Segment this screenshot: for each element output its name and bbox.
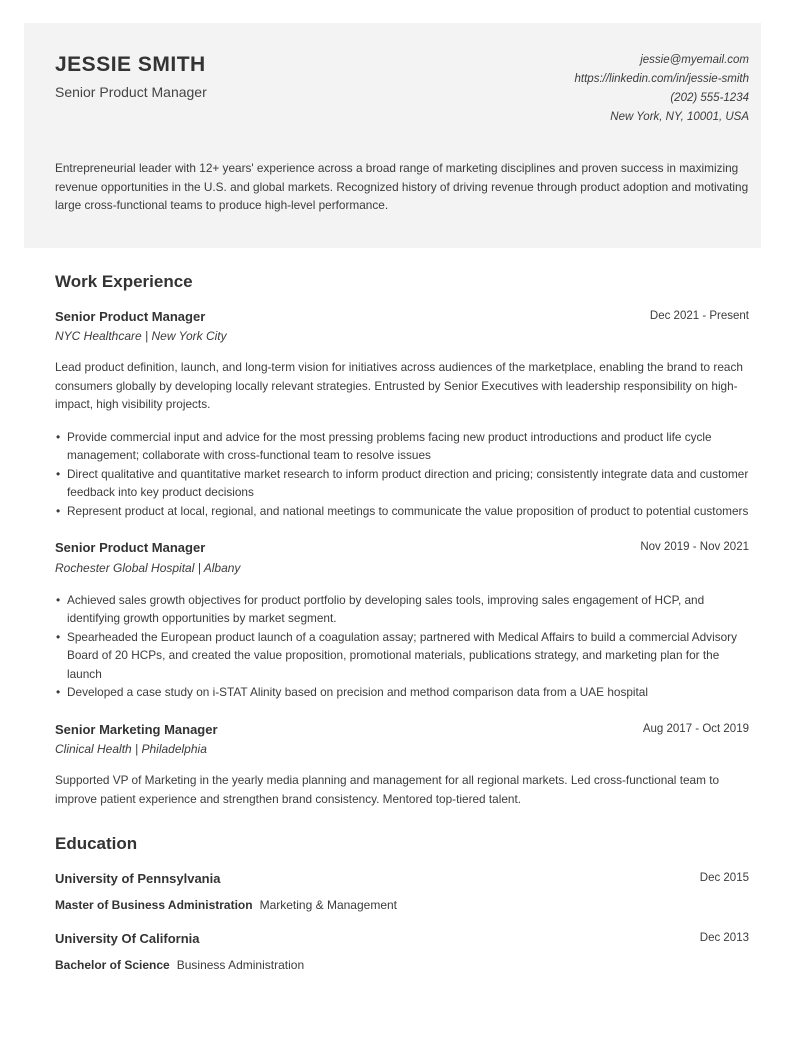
job-title-company xyxy=(55,722,218,757)
header-top-row xyxy=(55,53,749,127)
work-experience-section xyxy=(55,272,749,809)
contact-info xyxy=(575,51,749,127)
job-entry-2 xyxy=(55,540,749,702)
person-job-title: Senior Product Manager xyxy=(55,84,207,101)
degree-line xyxy=(55,898,749,912)
job-entry-3 xyxy=(55,722,749,809)
job-title: Senior Marketing Manager xyxy=(55,721,218,737)
job-entry-header xyxy=(55,722,749,757)
job-entry-1 xyxy=(55,309,749,521)
school-name: University Of California xyxy=(55,931,200,947)
job-bullet: • Developed a case study on i-STAT Alinity based on precision and method comparison data from a UAE hospital xyxy=(55,683,749,702)
professional-summary: Entrepreneurial leader with 12+ years' experience across a broad range of marketing disciplines and proven success in maximizing revenue opportunities in the U.S. and global markets. Recognized history of driving revenue through product adoption and motivating large cross-functional teams to produce high-level performance. xyxy=(55,161,749,212)
job-title-company xyxy=(55,309,227,344)
resume-body xyxy=(55,272,749,973)
resume-page xyxy=(0,23,785,1058)
job-bullet: • Spearheaded the European product launch of a coagulation assay; partnered with Medical Affairs to build a commercial Advisory Board of 20 HCPs, and created the value proposition, promotional materials, publications strategy, and marketing plan for the launch xyxy=(55,628,749,684)
job-entry-header xyxy=(55,309,749,344)
section-title-work-experience: Work Experience xyxy=(55,271,193,291)
job-dates: Aug 2017 - Oct 2019 xyxy=(642,722,749,735)
job-bullet: • Achieved sales growth objectives for product portfolio by developing sales tools, improving sales engagement of HCP, and identifying growth opportunities by market segment. xyxy=(55,591,749,628)
degree-line xyxy=(55,958,749,972)
degree-name: Master of Business Administration xyxy=(55,898,253,913)
degree-name: Bachelor of Science xyxy=(55,958,170,973)
job-company: NYC Healthcare | New York City xyxy=(55,329,227,344)
job-company: Clinical Health | Philadelphia xyxy=(55,742,207,757)
job-title: Senior Product Manager xyxy=(55,540,206,556)
job-title-company xyxy=(55,540,240,575)
identity-block xyxy=(55,53,207,100)
section-title-education: Education xyxy=(55,834,138,854)
contact-phone: (202) 555-1234 xyxy=(670,92,749,104)
job-dates: Dec 2021 - Present xyxy=(649,309,749,322)
contact-email: jessie@myemail.com xyxy=(640,54,749,66)
education-entry-header xyxy=(55,871,749,886)
job-bullet-list xyxy=(55,428,749,521)
resume-header xyxy=(24,23,761,248)
contact-address: New York, NY, 10001, USA xyxy=(610,111,749,123)
degree-field: Business Administration xyxy=(176,958,305,973)
education-dates: Dec 2015 xyxy=(699,872,749,885)
job-description: Supported VP of Marketing in the yearly media planning and management for all regional markets. Led cross-functional team to improve patient experience and strengthen brand consistency. Mentored top-tiered talent. xyxy=(55,773,720,806)
job-description: Lead product definition, launch, and long-term vision for initiatives across audiences of the marketplace, enabling the brand to reach consumers globally by developing locally relevant strategies. Entrusted by Senior Executives with leadership responsibility on high-impact, high visibility projects. xyxy=(55,360,743,412)
job-entry-header xyxy=(55,540,749,575)
degree-field: Marketing & Management xyxy=(259,898,397,913)
job-bullet-list xyxy=(55,591,749,702)
education-entry-2 xyxy=(55,931,749,972)
contact-linkedin-url: https://linkedin.com/in/jessie-smith xyxy=(574,73,749,85)
education-entry-header xyxy=(55,931,749,946)
job-dates: Nov 2019 - Nov 2021 xyxy=(640,541,749,554)
person-name: JESSIE SMITH xyxy=(55,53,206,76)
job-company: Rochester Global Hospital | Albany xyxy=(55,560,241,575)
job-title: Senior Product Manager xyxy=(55,308,206,324)
education-section xyxy=(55,834,749,972)
job-bullet: • Direct qualitative and quantitative market research to inform product direction and pricing; consistently integrate data and customer feedback into key product decisions xyxy=(55,465,749,502)
job-bullet: • Provide commercial input and advice for the most pressing problems facing new product introductions and product life cycle management; collaborate with cross-functional team to resolve issues xyxy=(55,428,749,465)
school-name: University of Pennsylvania xyxy=(55,871,221,887)
education-dates: Dec 2013 xyxy=(699,932,749,945)
job-bullet: • Represent product at local, regional, and national meetings to communicate the value proposition of product to potential customers xyxy=(55,502,749,521)
education-entry-1 xyxy=(55,871,749,912)
